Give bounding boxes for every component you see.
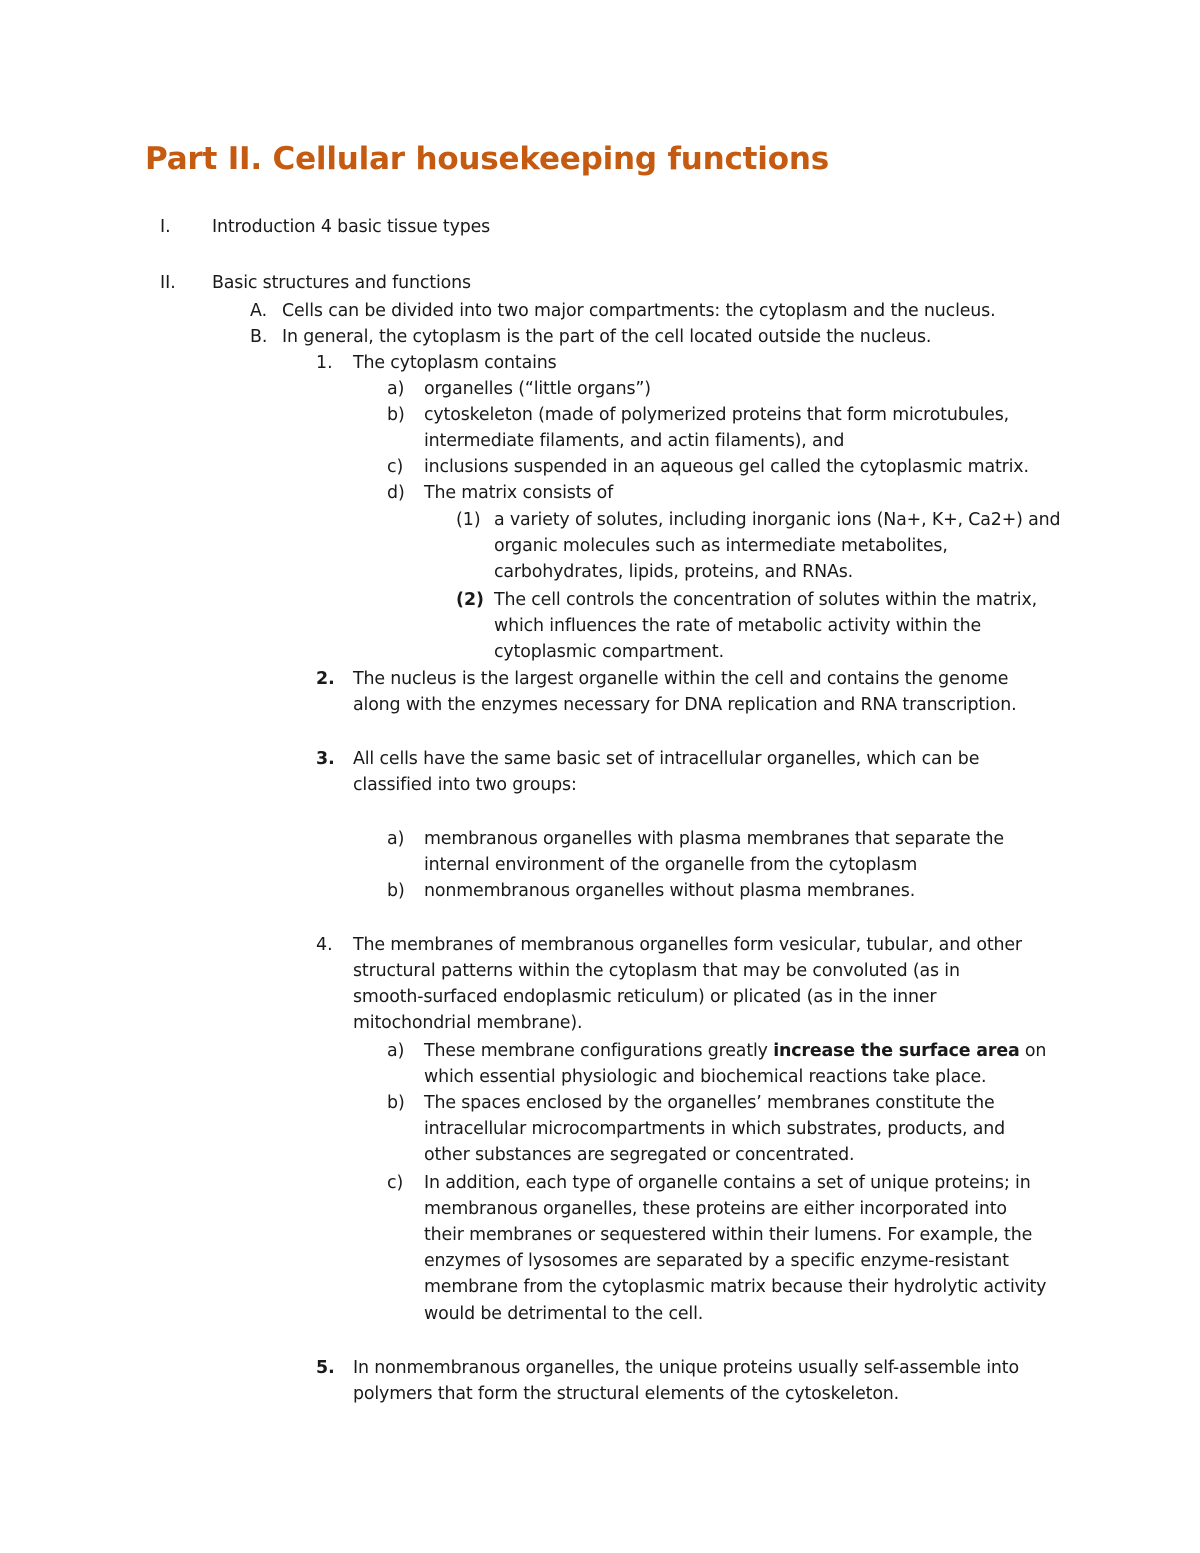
list-item-4a-text: These membrane configurations greatly	[424, 1041, 774, 1061]
list-item-4c-line: enzymes of lysosomes are separated by a specific enzyme-resistant	[424, 1251, 1009, 1271]
list-item-4b-line: The spaces enclosed by the organelles’ membranes constitute the	[424, 1093, 995, 1113]
list-item-4b-line: other substances are segregated or concentrated.	[424, 1145, 855, 1165]
list-item-4c-line: membranous organelles, these proteins are either incorporated into	[424, 1199, 1007, 1219]
list-marker-1d: d)	[387, 483, 405, 503]
list-item-3-line: classified into two groups:	[353, 775, 577, 795]
list-item-1d2-line: which influences the rate of metabolic activity within the	[494, 616, 982, 636]
list-item-a: Cells can be divided into two major compartments: the cytoplasm and the nucleus.	[282, 301, 996, 321]
list-marker-1: 1.	[316, 353, 333, 373]
list-item-1d1-line: carbohydrates, lipids, proteins, and RNAs.	[494, 562, 853, 582]
section-marker-1: I.	[160, 217, 171, 237]
list-item-3b: nonmembranous organelles without plasma membranes.	[424, 881, 916, 901]
list-marker-3: 3.	[316, 749, 335, 769]
list-item-4-line: smooth-surfaced endoplasmic reticulum) or plicated (as in the inner	[353, 987, 937, 1007]
list-item-4c-line: In addition, each type of organelle contains a set of unique proteins; in	[424, 1173, 1031, 1193]
list-item-1b-line: intermediate filaments, and actin filaments), and	[424, 431, 845, 451]
list-item-3a-line: internal environment of the organelle from the cytoplasm	[424, 855, 918, 875]
list-item-4-line: mitochondrial membrane).	[353, 1013, 583, 1033]
section-heading-2: Basic structures and functions	[212, 273, 471, 293]
list-item-1d2-line: cytoplasmic compartment.	[494, 642, 724, 662]
list-item-4a-line: which essential physiologic and biochemical reactions take place.	[424, 1067, 987, 1087]
page-title: Part II. Cellular housekeeping functions	[145, 141, 829, 177]
list-item-4c-line: would be detrimental to the cell.	[424, 1304, 704, 1324]
list-marker-3b: b)	[387, 881, 405, 901]
list-marker-2: 2.	[316, 669, 335, 689]
list-item-1a: organelles (“little organs”)	[424, 379, 651, 399]
list-item-4c-line: membrane from the cytoplasmic matrix because their hydrolytic activity	[424, 1277, 1047, 1297]
list-marker-1a: a)	[387, 379, 405, 399]
list-item-4c-line: their membranes or sequestered within their lumens. For example, the	[424, 1225, 1033, 1245]
list-item-4b-line: intracellular microcompartments in which substrates, products, and	[424, 1119, 1006, 1139]
list-item-1: The cytoplasm contains	[353, 353, 557, 373]
list-item-2-line: along with the enzymes necessary for DNA replication and RNA transcription.	[353, 695, 1017, 715]
list-item-4a-line	[424, 1038, 1046, 1064]
list-item-1d2-line: The cell controls the concentration of solutes within the matrix,	[494, 590, 1037, 610]
list-marker-1d1: (1)	[456, 510, 481, 530]
list-marker-4b: b)	[387, 1093, 405, 1113]
emphasis-text: increase the surface area	[773, 1041, 1020, 1061]
list-item-3a-line: membranous organelles with plasma membranes that separate the	[424, 829, 1004, 849]
list-marker-4: 4.	[316, 935, 333, 955]
list-marker-a: A.	[250, 301, 268, 321]
list-marker-4a: a)	[387, 1041, 405, 1061]
list-marker-1d2: (2)	[456, 590, 484, 610]
list-marker-1b: b)	[387, 405, 405, 425]
list-item-b: In general, the cytoplasm is the part of the cell located outside the nucleus.	[282, 327, 932, 347]
list-item-1d1-line: a variety of solutes, including inorganic ions (Na+, K+, Ca2+) and	[494, 510, 1061, 530]
list-item-2-line: The nucleus is the largest organelle within the cell and contains the genome	[353, 669, 1009, 689]
list-marker-5: 5.	[316, 1358, 335, 1378]
list-item-1b-line: cytoskeleton (made of polymerized proteins that form microtubules,	[424, 405, 1010, 425]
list-marker-1c: c)	[387, 457, 404, 477]
list-item-1d: The matrix consists of	[424, 483, 614, 503]
list-marker-3a: a)	[387, 829, 405, 849]
list-item-4-line: The membranes of membranous organelles form vesicular, tubular, and other	[353, 935, 1022, 955]
list-marker-b: B.	[250, 327, 268, 347]
list-item-1c: inclusions suspended in an aqueous gel called the cytoplasmic matrix.	[424, 457, 1029, 477]
section-heading-1: Introduction 4 basic tissue types	[212, 217, 491, 237]
list-item-5-line: In nonmembranous organelles, the unique proteins usually self-assemble into	[353, 1358, 1019, 1378]
list-item-3-line: All cells have the same basic set of intracellular organelles, which can be	[353, 749, 980, 769]
list-marker-4c: c)	[387, 1173, 404, 1193]
list-item-5-line: polymers that form the structural elements of the cytoskeleton.	[353, 1384, 900, 1404]
list-item-1d1-line: organic molecules such as intermediate metabolites,	[494, 536, 948, 556]
list-item-4-line: structural patterns within the cytoplasm that may be convoluted (as in	[353, 961, 960, 981]
section-marker-2: II.	[160, 273, 176, 293]
list-item-4a-text: on	[1019, 1041, 1047, 1061]
